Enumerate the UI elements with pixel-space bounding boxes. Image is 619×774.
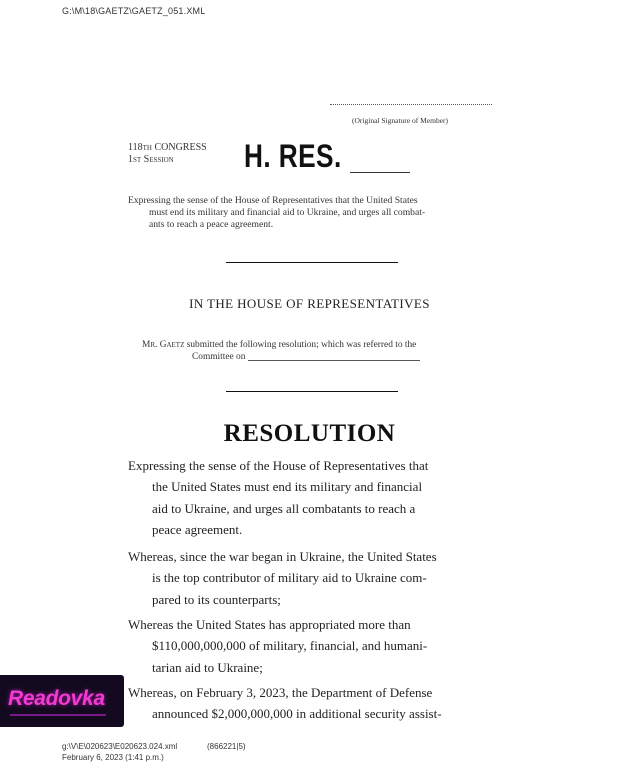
watermark-text: Readovka: [8, 687, 105, 710]
paragraph-line: tarian aid to Ukraine;: [152, 659, 263, 675]
watermark-underline: [10, 714, 106, 716]
whereas-clause: [128, 546, 496, 610]
bill-number-line: [350, 172, 410, 173]
submission-statement: [142, 339, 484, 363]
summary-text: [128, 195, 500, 231]
committee-blank-line: [248, 360, 420, 361]
member-name: Mr. Gaetz: [142, 340, 185, 350]
divider: [226, 391, 398, 392]
footer-date: February 6, 2023 (1:41 p.m.): [62, 753, 164, 762]
paragraph-line: aid to Ukraine, and urges all combatants to reach a: [152, 500, 416, 516]
congress-session: [128, 142, 207, 166]
session-label: 1st Session: [128, 154, 174, 165]
bill-title: H. RES.: [244, 138, 342, 174]
signature-label: (Original Signature of Member): [352, 116, 449, 125]
paragraph-line: peace agreement.: [152, 521, 243, 537]
summary-line: ants to reach a peace agreement.: [149, 219, 274, 230]
paragraph-line: $110,000,000,000 of military, financial, and humani-: [152, 638, 428, 654]
readovka-watermark-logo: [0, 675, 124, 727]
paragraph-first-line: Whereas, since the war began in Ukraine, the United States: [128, 549, 437, 564]
file-path-header: G:\M\18\GAETZ\GAETZ_051.XML: [62, 6, 206, 16]
committee-prefix: Committee on: [192, 352, 246, 362]
signature-line: [330, 104, 492, 105]
footer-number: (866221|5): [207, 742, 246, 751]
paragraph-first-line: Whereas the United States has appropriated more than: [128, 617, 411, 632]
paragraph-first-line: Whereas, on February 3, 2023, the Department of Defense: [128, 685, 433, 700]
paragraph-line: is the top contributor of military aid to Ukraine com-: [152, 570, 427, 586]
summary-line: must end its military and financial aid to Ukraine, and urges all combat-: [149, 207, 426, 218]
paragraph-line: the United States must end its military and financial: [152, 479, 423, 495]
divider: [226, 262, 398, 263]
resolution-paragraph: [128, 455, 496, 540]
resolution-title: RESOLUTION: [223, 420, 396, 447]
whereas-clause: [128, 614, 496, 678]
paragraph-first-line: Expressing the sense of the House of Representatives that: [128, 458, 429, 473]
footer-path: g:\V\E\020623\E020623.024.xml: [62, 742, 178, 751]
congress-label: 118th CONGRESS: [128, 142, 207, 153]
paragraph-line: pared to its counterparts;: [152, 591, 281, 607]
paragraph-line: announced $2,000,000,000 in additional security assist-: [152, 706, 442, 722]
house-heading: IN THE HOUSE OF REPRESENTATIVES: [189, 296, 430, 311]
whereas-clause: [128, 682, 496, 725]
summary-line: Expressing the sense of the House of Representatives that the United States: [128, 195, 418, 206]
submission-text: submitted the following resolution; which was referred to the: [184, 340, 417, 350]
